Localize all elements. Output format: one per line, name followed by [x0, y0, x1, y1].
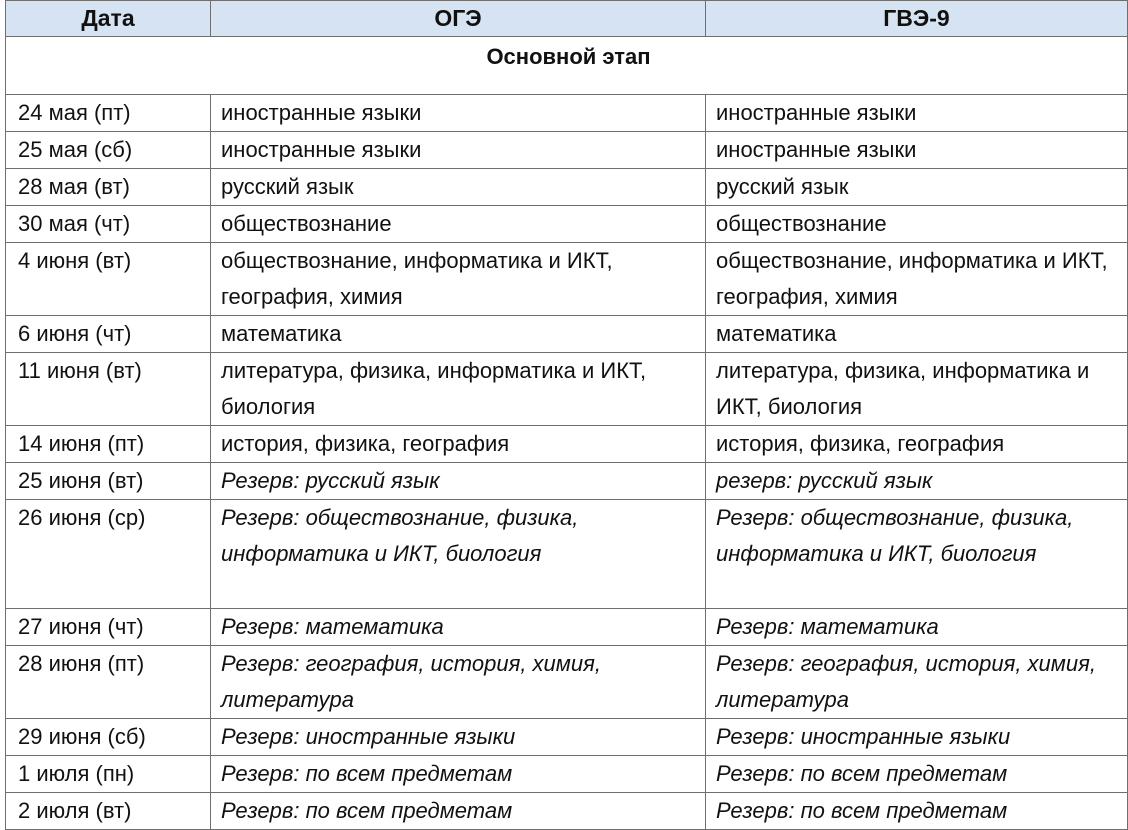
- table-row: [6, 793, 1128, 830]
- gve-cell: Резерв: география, история, химия, литература: [706, 646, 1128, 719]
- gve-cell: иностранные языки: [706, 132, 1128, 169]
- gve-cell: история, физика, география: [706, 426, 1128, 463]
- date-cell: 1 июля (пн): [6, 756, 211, 793]
- gve-cell: иностранные языки: [706, 95, 1128, 132]
- table-row: [6, 756, 1128, 793]
- date-cell: 11 июня (вт): [6, 353, 211, 426]
- oge-cell: Резерв: русский язык: [211, 463, 706, 500]
- table-row: [6, 206, 1128, 243]
- gve-cell: русский язык: [706, 169, 1128, 206]
- date-cell: 28 июня (пт): [6, 646, 211, 719]
- gve-cell: Резерв: математика: [706, 609, 1128, 646]
- header-row: [6, 1, 1128, 37]
- table-row: [6, 426, 1128, 463]
- oge-cell: история, физика, география: [211, 426, 706, 463]
- table-row: [6, 463, 1128, 500]
- oge-cell: Резерв: по всем предметам: [211, 793, 706, 830]
- table-row: [6, 243, 1128, 316]
- header-oge: ОГЭ: [211, 1, 706, 37]
- stage-row: [6, 37, 1128, 95]
- exam-schedule-table: [5, 0, 1128, 830]
- table-row: [6, 646, 1128, 719]
- date-cell: 14 июня (пт): [6, 426, 211, 463]
- table-row: [6, 316, 1128, 353]
- date-cell: 30 мая (чт): [6, 206, 211, 243]
- table-row: [6, 353, 1128, 426]
- gve-cell: Резерв: по всем предметам: [706, 756, 1128, 793]
- gve-cell: Резерв: по всем предметам: [706, 793, 1128, 830]
- gve-cell: Резерв: иностранные языки: [706, 719, 1128, 756]
- table-row: [6, 609, 1128, 646]
- header-gve: ГВЭ-9: [706, 1, 1128, 37]
- date-cell: 4 июня (вт): [6, 243, 211, 316]
- oge-cell: математика: [211, 316, 706, 353]
- oge-cell: иностранные языки: [211, 95, 706, 132]
- gve-cell: литература, физика, информатика и ИКТ, биология: [706, 353, 1128, 426]
- oge-cell: Резерв: иностранные языки: [211, 719, 706, 756]
- oge-cell: русский язык: [211, 169, 706, 206]
- oge-cell: Резерв: по всем предметам: [211, 756, 706, 793]
- gve-cell: математика: [706, 316, 1128, 353]
- gve-cell: резерв: русский язык: [706, 463, 1128, 500]
- gve-cell: обществознание, информатика и ИКТ, география, химия: [706, 243, 1128, 316]
- date-cell: 26 июня (ср): [6, 500, 211, 609]
- oge-cell: обществознание: [211, 206, 706, 243]
- table-row: [6, 500, 1128, 609]
- date-cell: 2 июля (вт): [6, 793, 211, 830]
- oge-cell: обществознание, информатика и ИКТ, география, химия: [211, 243, 706, 316]
- header-date: Дата: [6, 1, 211, 37]
- stage-title: Основной этап: [6, 37, 1128, 95]
- oge-cell: литература, физика, информатика и ИКТ, биология: [211, 353, 706, 426]
- gve-cell: обществознание: [706, 206, 1128, 243]
- table-row: [6, 132, 1128, 169]
- date-cell: 24 мая (пт): [6, 95, 211, 132]
- date-cell: 25 мая (сб): [6, 132, 211, 169]
- date-cell: 25 июня (вт): [6, 463, 211, 500]
- oge-cell: Резерв: география, история, химия, литература: [211, 646, 706, 719]
- oge-cell: Резерв: математика: [211, 609, 706, 646]
- table-row: [6, 169, 1128, 206]
- date-cell: 29 июня (сб): [6, 719, 211, 756]
- schedule-container: [5, 0, 1127, 830]
- oge-cell: иностранные языки: [211, 132, 706, 169]
- gve-cell: Резерв: обществознание, физика, информатика и ИКТ, биология: [706, 500, 1128, 609]
- date-cell: 6 июня (чт): [6, 316, 211, 353]
- date-cell: 28 мая (вт): [6, 169, 211, 206]
- date-cell: 27 июня (чт): [6, 609, 211, 646]
- oge-cell: Резерв: обществознание, физика, информатика и ИКТ, биология: [211, 500, 706, 609]
- table-row: [6, 719, 1128, 756]
- table-row: [6, 95, 1128, 132]
